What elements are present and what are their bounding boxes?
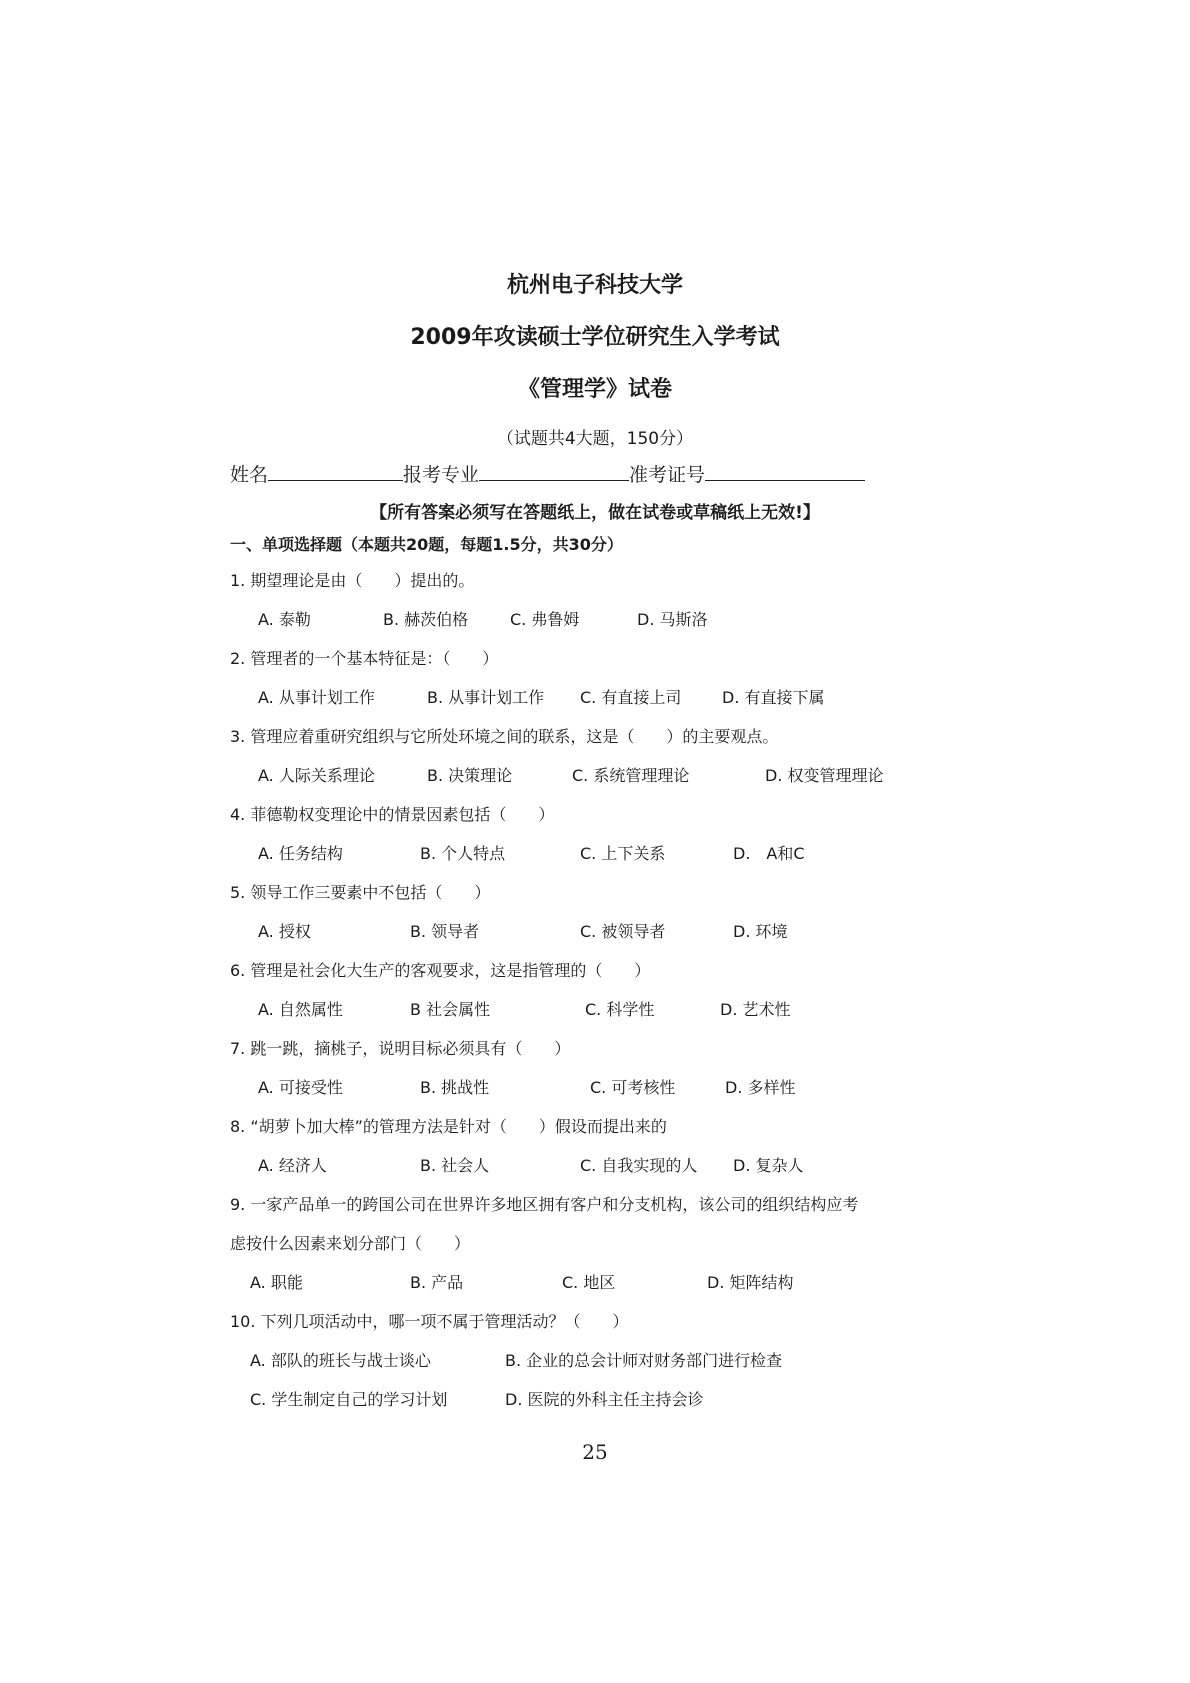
option-a: A. 自然属性 xyxy=(258,1000,343,1019)
paper-note: （试题共4大题，150分） xyxy=(496,429,694,449)
option-d: D. 复杂人 xyxy=(733,1156,804,1175)
option-d: D. 矩阵结构 xyxy=(707,1273,794,1292)
option-c: C. 自我实现的人 xyxy=(580,1156,698,1175)
question-stem: 10. 下列几项活动中，哪一项不属于管理活动？（ ） xyxy=(230,1312,629,1331)
option-d: D. 有直接下属 xyxy=(722,688,825,707)
option-c: C. 有直接上司 xyxy=(580,688,682,707)
option-b: B 社会属性 xyxy=(410,1000,491,1019)
question-stem: 4. 菲德勒权变理论中的情景因素包括（ ） xyxy=(230,805,555,824)
candidate-info-row xyxy=(230,460,865,487)
question-stem: 5. 领导工作三要素中不包括（ ） xyxy=(230,883,491,902)
option-d: D. 艺术性 xyxy=(720,1000,791,1019)
question-stem: 1. 期望理论是由（ ）提出的。 xyxy=(230,571,475,590)
ticket-blank xyxy=(705,460,865,481)
option-b: B. 企业的总会计师对财务部门进行检查 xyxy=(505,1351,783,1370)
exam-title: 2009年攻读硕士学位研究生入学考试 xyxy=(410,325,780,350)
option-b: B. 个人特点 xyxy=(420,844,506,863)
ticket-label: 准考证号 xyxy=(629,464,706,486)
option-d: D. 医院的外科主任主持会诊 xyxy=(505,1390,704,1409)
option-a: A. 从事计划工作 xyxy=(258,688,375,707)
question-stem: 2. 管理者的一个基本特征是：（ ） xyxy=(230,649,499,668)
option-c: C. 系统管理理论 xyxy=(572,766,690,785)
option-a: A. 人际关系理论 xyxy=(258,766,375,785)
option-b: B. 产品 xyxy=(410,1273,464,1292)
option-c: C. 可考核性 xyxy=(590,1078,676,1097)
option-c: C. 科学性 xyxy=(585,1000,655,1019)
major-blank xyxy=(479,460,629,481)
paper-name: 《管理学》试卷 xyxy=(517,377,672,402)
page-number: 25 xyxy=(582,1440,608,1464)
option-c: C. 被领导者 xyxy=(580,922,666,941)
option-b: B. 挑战性 xyxy=(420,1078,490,1097)
name-label: 姓名 xyxy=(230,464,269,486)
option-c: C. 弗鲁姆 xyxy=(510,610,580,629)
school-name: 杭州电子科技大学 xyxy=(506,273,683,298)
option-a: A. 泰勒 xyxy=(258,610,311,629)
option-d: D. A和C xyxy=(733,844,805,863)
notice: 【所有答案必须写在答题纸上，做在试卷或草稿纸上无效!】 xyxy=(370,503,820,523)
option-b: B. 决策理论 xyxy=(427,766,513,785)
option-c: C. 地区 xyxy=(562,1273,616,1292)
option-a: A. 部队的班长与战士谈心 xyxy=(250,1351,431,1370)
option-a: A. 授权 xyxy=(258,922,311,941)
option-d: D. 环境 xyxy=(733,922,788,941)
name-blank xyxy=(268,460,403,481)
major-label: 报考专业 xyxy=(403,464,480,486)
question-stem: 7. 跳一跳，摘桃子，说明目标必须具有（ ） xyxy=(230,1039,571,1058)
option-a: A. 职能 xyxy=(250,1273,303,1292)
option-c: C. 学生制定自己的学习计划 xyxy=(250,1390,448,1409)
question-stem: 8. “胡萝卜加大棒”的管理方法是针对（ ）假设而提出来的 xyxy=(230,1117,667,1136)
option-b: B. 社会人 xyxy=(420,1156,490,1175)
option-d: D. 多样性 xyxy=(725,1078,796,1097)
option-b: B. 从事计划工作 xyxy=(427,688,545,707)
question-stem: 3. 管理应着重研究组织与它所处环境之间的联系，这是（ ）的主要观点。 xyxy=(230,727,779,746)
question-stem: 6. 管理是社会化大生产的客观要求，这是指管理的（ ） xyxy=(230,961,651,980)
option-a: A. 经济人 xyxy=(258,1156,327,1175)
question-stem-continued: 虑按什么因素来划分部门（ ） xyxy=(230,1234,471,1253)
option-d: D. 马斯洛 xyxy=(637,610,708,629)
option-c: C. 上下关系 xyxy=(580,844,666,863)
option-b: B. 领导者 xyxy=(410,922,480,941)
section-title: 一、单项选择题（本题共20题，每题1.5分，共30分） xyxy=(230,535,623,554)
option-a: A. 可接受性 xyxy=(258,1078,343,1097)
option-d: D. 权变管理理论 xyxy=(765,766,884,785)
question-stem: 9. 一家产品单一的跨国公司在世界许多地区拥有客户和分支机构，该公司的组织结构应考 xyxy=(230,1195,859,1214)
option-b: B. 赫茨伯格 xyxy=(383,610,469,629)
option-a: A. 任务结构 xyxy=(258,844,343,863)
